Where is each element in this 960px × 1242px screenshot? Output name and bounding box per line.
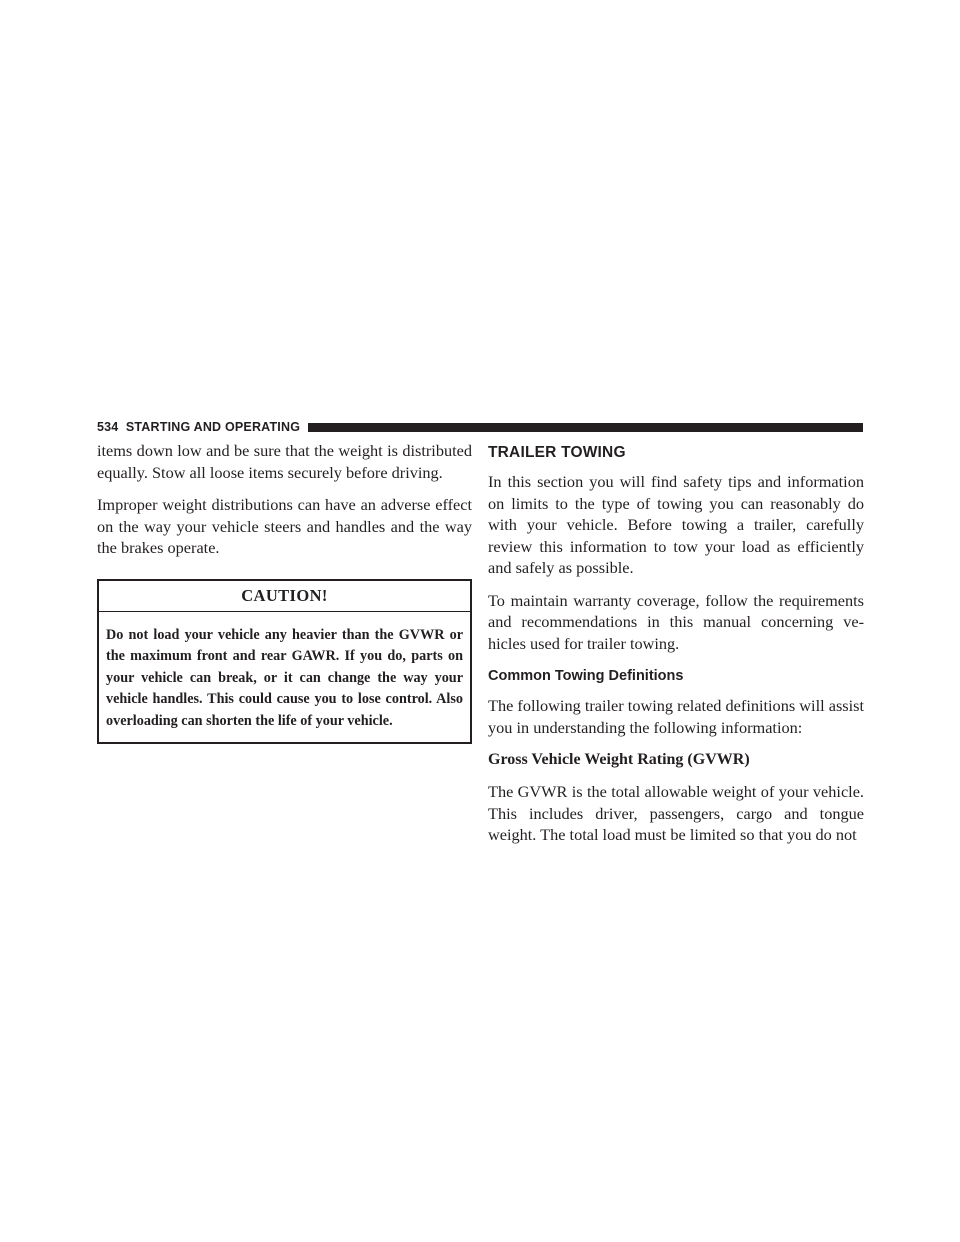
right-paragraph-3: The following trailer towing related definitions will assist you in understanding the following information:	[488, 696, 864, 737]
right-paragraph-4: The GVWR is the total allowable weight of your vehicle. This includes driver, passengers, cargo and tongue weight. The total load must be limited so that you do not	[488, 782, 864, 844]
header-rule	[308, 423, 863, 432]
left-paragraph-1: items down low and be sure that the weight is distributed equally. Stow all loose items securely before driving.	[97, 441, 472, 482]
right-paragraph-1: In this section you will find safety tips and information on limits to the type of towing you can reasonably do with your vehicle. Before towing a trailer, carefully review this information to tow your load as efficiently and safely as possible.	[488, 472, 864, 577]
section-title: STARTING AND OPERATING	[125, 420, 301, 434]
right-column	[488, 440, 864, 857]
caution-body: Do not load your vehicle any heavier than the GVWR or the maximum front and rear GAWR. If you do, parts on your vehicle can break, or it can change the way your vehicle handles. This could cause you to lose control. Also overloading can shorten the life of your vehicle.	[106, 626, 463, 729]
page-number: 534	[97, 420, 119, 434]
caution-box	[97, 579, 472, 745]
page-header-text	[97, 420, 308, 434]
right-paragraph-2: To maintain warranty coverage, follow the requirements and recommendations in this manual concerning ve-hicles used for trailer towing.	[488, 590, 864, 653]
common-towing-definitions-heading: Common Towing Definitions	[488, 668, 684, 684]
trailer-towing-heading: TRAILER TOWING	[488, 444, 626, 461]
caution-title: CAUTION!	[99, 581, 470, 612]
left-column	[97, 440, 472, 744]
page-header	[97, 418, 863, 436]
gvwr-heading: Gross Vehicle Weight Rating (GVWR)	[488, 751, 750, 768]
left-paragraph-2: Improper weight distributions can have an adverse effect on the way your vehicle steers and handles and the way the brakes operate.	[97, 495, 472, 557]
